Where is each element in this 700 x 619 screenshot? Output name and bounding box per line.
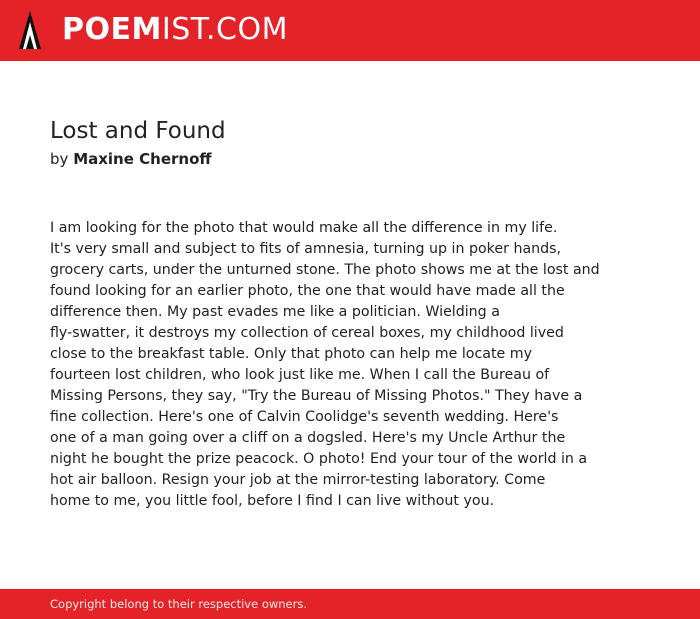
poem-line: hot air balloon. Resign your job at the mirror-testing laboratory. Come <box>50 472 546 488</box>
poem-line: fly-swatter, it destroys my collection of cereal boxes, my childhood lived <box>50 325 564 341</box>
brand-light: IST.COM <box>161 12 288 47</box>
site-header <box>0 0 700 61</box>
poem-line: night he bought the prize peacock. O photo! End your tour of the world in a <box>50 451 588 467</box>
brand-bold: POEM <box>62 12 162 47</box>
poem-line: grocery carts, under the unturned stone. The photo shows me at the lost and <box>50 262 600 278</box>
copyright-text: Copyright belong to their respective owners. <box>50 597 308 611</box>
poem-line: home to me, you little fool, before I find I can live without you. <box>50 493 495 509</box>
poem-line: fine collection. Here's one of Calvin Coolidge's seventh wedding. Here's <box>50 409 559 425</box>
poem-title: Lost and Found <box>50 118 226 144</box>
author-name: Maxine Chernoff <box>73 150 212 168</box>
poem-line: difference then. My past evades me like a politician. Wielding a <box>50 304 500 320</box>
poem-line: one of a man going over a cliff on a dogsled. Here's my Uncle Arthur the <box>50 430 566 446</box>
byline-prefix: by <box>50 150 69 168</box>
poem-line: It's very small and subject to fits of amnesia, turning up in poker hands, <box>50 241 562 257</box>
poem-line: I am looking for the photo that would make all the difference in my life. <box>50 220 558 236</box>
site-logo-text[interactable] <box>62 10 288 50</box>
pencil-tip-icon[interactable] <box>18 10 42 50</box>
poem-line: fourteen lost children, who look just like me. When I call the Bureau of <box>50 367 550 383</box>
poem-line: Missing Persons, they say, "Try the Bureau of Missing Photos." They have a <box>50 388 583 404</box>
byline <box>50 149 212 169</box>
poem-line: found looking for an earlier photo, the one that would have made all the <box>50 283 565 299</box>
poem-body <box>50 218 610 512</box>
site-footer <box>0 589 700 619</box>
poem-line: close to the breakfast table. Only that photo can help me locate my <box>50 346 532 362</box>
